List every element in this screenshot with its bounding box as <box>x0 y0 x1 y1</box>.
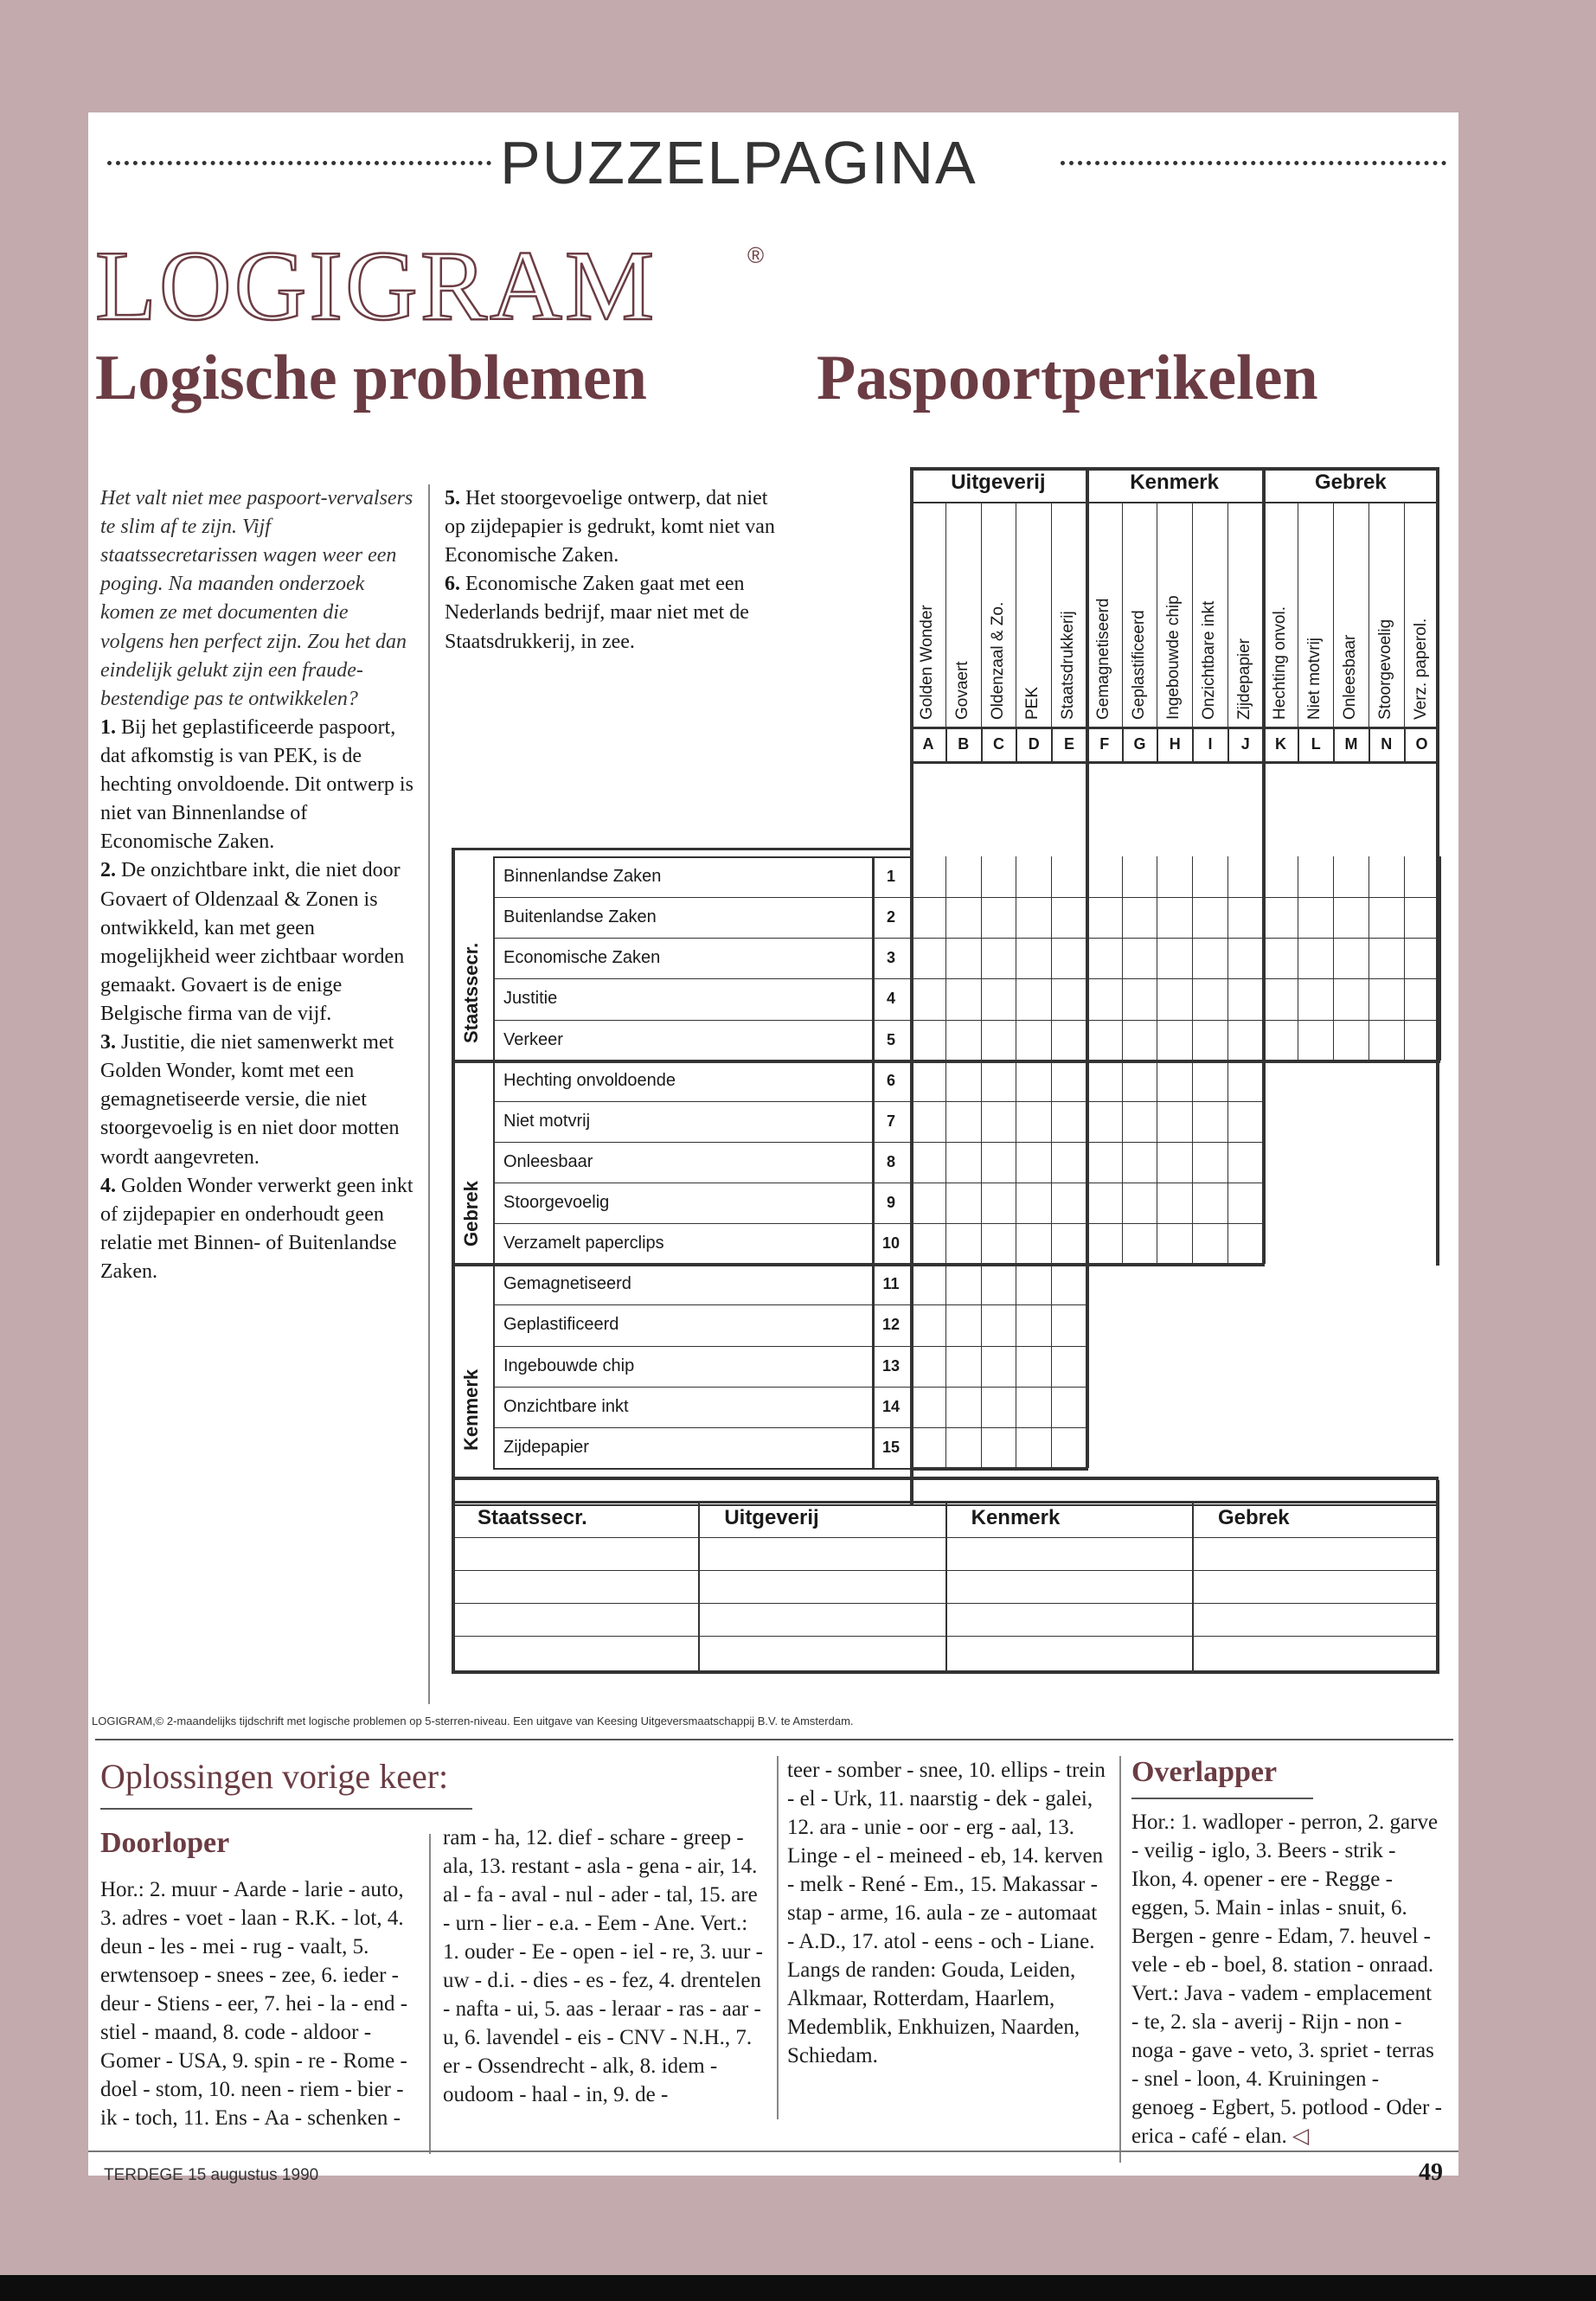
solutions-rule <box>100 1808 472 1810</box>
row-label: Hechting onvoldoende <box>503 1070 676 1090</box>
cell-line <box>1086 1101 1263 1102</box>
column-line <box>945 502 946 761</box>
row-number: 1 <box>886 868 895 885</box>
cell-line <box>910 1304 1086 1305</box>
grid-line <box>1333 761 1334 764</box>
clue-number: 6. <box>445 573 460 596</box>
cell-line <box>910 1020 1086 1021</box>
row-number: 4 <box>886 990 895 1008</box>
row-line <box>493 1142 910 1143</box>
side-border <box>452 1477 1439 1480</box>
column-line <box>1333 502 1334 761</box>
answer-row-line <box>452 1570 1439 1571</box>
row-line <box>493 978 910 979</box>
imprint-rule <box>95 1739 1453 1740</box>
grid-line <box>910 727 1439 729</box>
clues-column-1 <box>100 484 415 1286</box>
scan-edge <box>0 2275 1596 2301</box>
row-number: 8 <box>886 1152 895 1170</box>
cell-line <box>1333 856 1334 1061</box>
end-mark: ◁ <box>1292 2125 1310 2148</box>
overlapper-solution: Hor.: 1. wadloper - perron, 2. garve - veilig - iglo, 3. Beers - strik - Ikon, 4. opener - ere - Regge - eggen, 5. Main - inlas - snuit, 6. Bergen - genre - Edam, 7. heuvel - vele - eb - boel, 8. station - onraad. Vert.: Java - vadem - emplacement - te, 2. sla - averij - Rijn - non - noga - gave - veto, 3. spriet - terras - snel - loon, 4. Kruiningen - genoeg - Egbert, 5. potlood - Oder - erica - café - elan. <box>1131 1811 1442 2148</box>
cell-line <box>910 1387 1086 1388</box>
row-label: Justitie <box>503 989 558 1009</box>
row-line <box>493 1223 910 1224</box>
footer-rule <box>88 2150 1458 2152</box>
doorloper-text-2: ram - ha, 12. dief - schare - greep - ala, 13. restant - asla - gena - air, 14. al - fa - aval - nul - ader - tal, 15. are - urn - lier - e.a. - Eem - Ane. Vert.: 1. ouder - Ee - open - iel - re, 3. uur - uw - d.i. - dies - es - fez, 4. drentelen - nafta - ui, 5. aas - leraar - ras - aar - u, 6. lavendel - eis - CNV - N.H., 7. er - Ossendrecht - alk, 8. idem - oudoom - haal - in, 9. de - <box>443 1826 763 2106</box>
row-number: 15 <box>881 1438 901 1456</box>
clue-4 <box>100 1172 415 1286</box>
grid-line <box>1192 761 1193 764</box>
row-label: Geplastificeerd <box>503 1315 619 1335</box>
column-line <box>1333 727 1335 761</box>
answer-border <box>452 1670 1439 1674</box>
answer-row-line <box>452 1636 1439 1637</box>
clue-number: 1. <box>100 715 116 739</box>
column-line <box>1122 727 1124 761</box>
column-line <box>981 727 983 761</box>
group-divider <box>1086 856 1089 1468</box>
grid-line <box>1368 761 1369 764</box>
column-letter: N <box>1381 735 1393 753</box>
overlapper-text <box>1131 1808 1443 2150</box>
column-label: Onzichtbare inkt <box>1200 600 1218 720</box>
header-dots-right <box>1061 161 1446 165</box>
overlapper-title: Overlapper <box>1131 1756 1278 1788</box>
logic-grid <box>452 467 1443 1583</box>
column-line <box>1016 727 1017 761</box>
grid-line <box>1051 761 1052 764</box>
row-line <box>493 1346 910 1347</box>
side-group-gebrek: Gebrek <box>460 1181 482 1247</box>
header-dots-left <box>107 161 491 165</box>
row-line <box>493 1101 910 1102</box>
column-letter: H <box>1169 735 1181 753</box>
row-line <box>493 1387 910 1388</box>
answer-header: Gebrek <box>1217 1505 1290 1529</box>
cell-line <box>1086 1020 1263 1021</box>
row-label: Onzichtbare inkt <box>503 1396 629 1416</box>
column-label: Govaert <box>952 661 971 720</box>
magazine-page <box>88 112 1458 2186</box>
grid-line <box>1122 761 1123 764</box>
cell-line <box>910 978 1086 979</box>
column-label: Golden Wonder <box>918 605 936 720</box>
clue-2 <box>100 856 415 1029</box>
divider <box>1119 1756 1121 2163</box>
cell-line <box>910 1427 1086 1428</box>
column-line <box>945 727 947 761</box>
row-line <box>493 897 910 898</box>
column-line <box>1227 502 1228 761</box>
section-title: PUZZELPAGINA <box>500 129 977 196</box>
cell-line <box>1263 978 1439 979</box>
imprint: LOGIGRAM,© 2-maandelijks tijdschrift met logische problemen op 5-sterren-niveau. Een uitgave van Keesing Uitgeversmaatschappij B.V. te Amsterdam. <box>92 1715 854 1727</box>
row-label: Stoorgevoelig <box>503 1193 610 1213</box>
row-number: 2 <box>886 908 895 926</box>
cell-line <box>910 1142 1086 1143</box>
column-label: Geplastificeerd <box>1129 610 1148 720</box>
column-line <box>1192 502 1193 761</box>
group-divider <box>910 1467 1088 1471</box>
answer-column-line <box>1192 1501 1194 1670</box>
solutions-title: Oplossingen vorige keer: <box>100 1757 449 1796</box>
row-label: Niet motvrij <box>503 1111 591 1131</box>
column-line <box>981 502 982 761</box>
answer-row-line <box>452 1603 1439 1604</box>
column-line <box>1368 727 1370 761</box>
cell-line <box>910 938 1086 939</box>
grid-line <box>945 761 946 764</box>
side-border <box>452 848 455 1477</box>
row-label: Gemagnetiseerd <box>503 1274 631 1294</box>
cell-line <box>1263 938 1439 939</box>
grid-line <box>910 761 1439 764</box>
cell-line <box>1122 856 1123 1264</box>
cell-line <box>1086 1142 1263 1143</box>
cell-line <box>1263 897 1439 898</box>
top-group-kenmerk: Kenmerk <box>1130 471 1219 494</box>
clue-3 <box>100 1029 415 1172</box>
column-label: Onleesbaar <box>1341 634 1359 720</box>
column-line <box>1404 502 1405 761</box>
group-divider <box>1263 1060 1441 1063</box>
column-letter: K <box>1275 735 1286 753</box>
grid-line <box>1263 761 1264 764</box>
side-border <box>452 848 910 850</box>
grid-line <box>910 502 1439 503</box>
column-label: Stoorgevoelig <box>1375 619 1394 720</box>
clue-text: Golden Wonder verwerkt geen inkt of zijdepapier en onderhoudt geen relatie met Binnen- of Buitenlandse Zaken. <box>100 1174 413 1283</box>
column-letter: E <box>1063 735 1074 753</box>
row-label: Buitenlandse Zaken <box>503 907 657 927</box>
row-label: Zijdepapier <box>503 1437 589 1457</box>
column-label: Niet motvrij <box>1305 637 1324 720</box>
row-line <box>493 1427 910 1428</box>
cell-line <box>910 1346 1086 1347</box>
cell-line <box>1086 897 1263 898</box>
clue-1 <box>100 714 415 857</box>
column-letter: D <box>1028 735 1040 753</box>
cell-line <box>1086 938 1263 939</box>
row-number: 11 <box>882 1275 900 1293</box>
answer-header: Staatssecr. <box>478 1505 587 1529</box>
column-letter: J <box>1240 735 1250 753</box>
column-line <box>1227 727 1229 761</box>
doorloper-text-1: Hor.: 2. muur - Aarde - larie - auto, 3. adres - voet - laan - R.K. - lot, 4. deun - les - mei - rug - vaalt, 5. erwtensoep - snees - zee, 6. ieder - deur - Stiens - eer, 7. hei - la - end - stiel - maand, 8. code - aldoor - Gomer - USA, 9. spin - re - Rome - doel - stom, 10. neen - riem - bier - ik - toch, 11. Ens - Aa - schenken - <box>100 1878 408 2130</box>
column-label: Gemagnetiseerd <box>1093 598 1112 720</box>
column-letter: M <box>1344 735 1358 753</box>
column-letter: G <box>1133 735 1146 753</box>
column-label: Ingebouwde chip <box>1164 595 1183 720</box>
grid-line <box>1404 761 1405 764</box>
row-label: Verkeer <box>503 1029 563 1049</box>
cell-line <box>910 1101 1086 1102</box>
subtitle: Logische problemen <box>95 343 647 413</box>
answer-border <box>452 1480 455 1674</box>
row-number: 9 <box>886 1194 895 1212</box>
group-divider <box>1086 1263 1265 1266</box>
side-group-kenmerk: Kenmerk <box>460 1368 482 1451</box>
row-number: 12 <box>881 1316 901 1334</box>
answer-column-line <box>945 1501 947 1670</box>
row-number: 5 <box>886 1030 895 1048</box>
clue-intro: Het valt niet mee paspoort-vervalsers te slim af te zijn. Vijf staatssecretarissen wagen weer een poging. Na maanden onderzoek komen ze met documenten die volgens hen perfect zijn. Zou het dan eindelijk gelukt zijn een fraude-bestendige pas te ontwikkelen? <box>100 487 413 710</box>
column-line <box>1192 727 1194 761</box>
answer-column-line <box>698 1501 700 1670</box>
cell-line <box>1404 856 1405 1061</box>
overlapper-rule <box>1131 1798 1313 1799</box>
column-letter: F <box>1099 735 1110 753</box>
column-letter: O <box>1415 735 1428 753</box>
grid-line <box>1227 761 1228 764</box>
row-line <box>493 1020 910 1021</box>
column-line <box>1051 502 1052 761</box>
column-line <box>1086 727 1088 761</box>
page-header <box>88 112 1458 216</box>
clue-number: 2. <box>100 859 116 882</box>
column-line <box>1404 727 1406 761</box>
cell-line <box>1263 1020 1439 1021</box>
top-group-uitgeverij: Uitgeverij <box>951 471 1046 494</box>
row-label: Verzamelt paperclips <box>503 1234 664 1253</box>
row-number: 10 <box>881 1234 901 1253</box>
column-label: Oldenzaal & Zo. <box>988 601 1007 720</box>
puzzle-title: Paspoortperikelen <box>817 343 1318 413</box>
clue-text: Bij het geplastificeerde paspoort, dat afkomstig is van PEK, is de hechting onvoldoende. Dit ontwerp is niet van Binnenlandse of Economische Zaken. <box>100 715 413 854</box>
clue-text: Economische Zaken gaat met een Nederlands bedrijf, maar niet met de Staatsdrukkerij, in zee. <box>445 573 749 653</box>
registered-mark: ® <box>747 242 765 268</box>
column-line <box>1298 727 1299 761</box>
clue-text: Het stoorgevoelige ontwerp, dat niet op zijdepapier is gedrukt, komt niet van Economische Zaken. <box>445 487 775 567</box>
row-line <box>493 938 910 939</box>
doorloper-text-3: teer - somber - snee, 10. ellips - trein - el - Urk, 11. naarstig - dek - galei, 12. ara - unie - oor - erg - aal, 13. Linge - el - meineed - eb, 14. kerven - melk - René - Em., 15. Makassar - stap - arme, 16. aula - ze - automaat - A.D., 17. atol - eens - och - Liane. Langs de randen: Gouda, Leiden, Alkmaar, Rotterdam, Haarlem, Medemblik, Enkhuizen, Naarden, Schiedam. <box>787 1759 1106 2067</box>
cell-line <box>1368 856 1369 1061</box>
cell-line <box>1086 1223 1263 1224</box>
answer-border <box>1436 1480 1439 1674</box>
cell-line <box>1192 856 1193 1264</box>
side-line <box>910 856 913 1468</box>
row-label: Binnenlandse Zaken <box>503 867 662 886</box>
row-line <box>493 1304 910 1305</box>
row-label: Onleesbaar <box>503 1151 593 1171</box>
row-number: 7 <box>886 1112 895 1130</box>
column-label: PEK <box>1023 686 1042 720</box>
column-letter: C <box>993 735 1004 753</box>
column-label: Verz. paperol. <box>1411 618 1430 720</box>
clue-text: Justitie, die niet samenwerkt met Golden Wonder, komt met een gemagnetiseerde versie, die niet stoorgevoelig is en niet door motten wordt aangevreten. <box>100 1031 400 1169</box>
cell-line <box>945 856 946 1468</box>
column-letter: B <box>958 735 970 753</box>
column-line <box>1122 502 1123 761</box>
grid-line <box>1086 761 1087 764</box>
page-number: 49 <box>1419 2159 1443 2186</box>
top-group-gebrek: Gebrek <box>1315 471 1387 494</box>
cell-line <box>1051 856 1052 1468</box>
row-number: 3 <box>886 949 895 967</box>
clue-number: 5. <box>445 487 460 510</box>
column-letter: L <box>1311 735 1321 753</box>
row-number: 13 <box>881 1356 901 1375</box>
cell-line <box>981 856 982 1468</box>
clue-number: 4. <box>100 1174 116 1197</box>
answer-header: Kenmerk <box>971 1505 1061 1529</box>
grid-line <box>493 856 910 858</box>
doorloper-title: Doorloper <box>100 1827 230 1859</box>
column-divider <box>428 484 430 1704</box>
column-line <box>1051 727 1053 761</box>
row-label: Economische Zaken <box>503 948 661 968</box>
answer-row-line <box>452 1537 1439 1538</box>
answer-header: Uitgeverij <box>724 1505 819 1529</box>
column-label: Zijdepapier <box>1234 638 1253 720</box>
row-number: 6 <box>886 1071 895 1089</box>
side-group-staatssecr: Staatssecr. <box>460 942 482 1043</box>
column-line <box>1157 727 1158 761</box>
cell-line <box>1227 856 1228 1264</box>
brand-logo: LOGIGRAM <box>95 231 657 342</box>
grid-line <box>981 761 982 764</box>
cell-line <box>910 897 1086 898</box>
clue-number: 3. <box>100 1031 116 1054</box>
publication-info: TERDEGE 15 augustus 1990 <box>104 2166 319 2184</box>
divider <box>777 1756 779 2119</box>
column-letter: A <box>922 735 934 753</box>
column-line <box>1368 502 1369 761</box>
group-divider <box>1438 856 1441 1061</box>
grid-line <box>493 1468 910 1470</box>
column-label: Staatsdrukkerij <box>1059 611 1077 720</box>
clue-text: De onzichtbare inkt, die niet door Govaert of Oldenzaal & Zonen is ontwikkeld, kan met geen mogelijkheid weer zichtbaar worden gemaakt. Govaert is de enige Belgische firma van de vijf. <box>100 859 405 1025</box>
column-line <box>1263 727 1265 761</box>
divider <box>429 1834 431 2154</box>
row-label: Ingebouwde chip <box>503 1356 635 1375</box>
row-number: 14 <box>881 1397 901 1415</box>
column-label: Hechting onvol. <box>1270 606 1289 720</box>
cell-line <box>1086 978 1263 979</box>
cell-line <box>910 1223 1086 1224</box>
side-line <box>493 856 495 1468</box>
column-letter: I <box>1208 735 1213 753</box>
